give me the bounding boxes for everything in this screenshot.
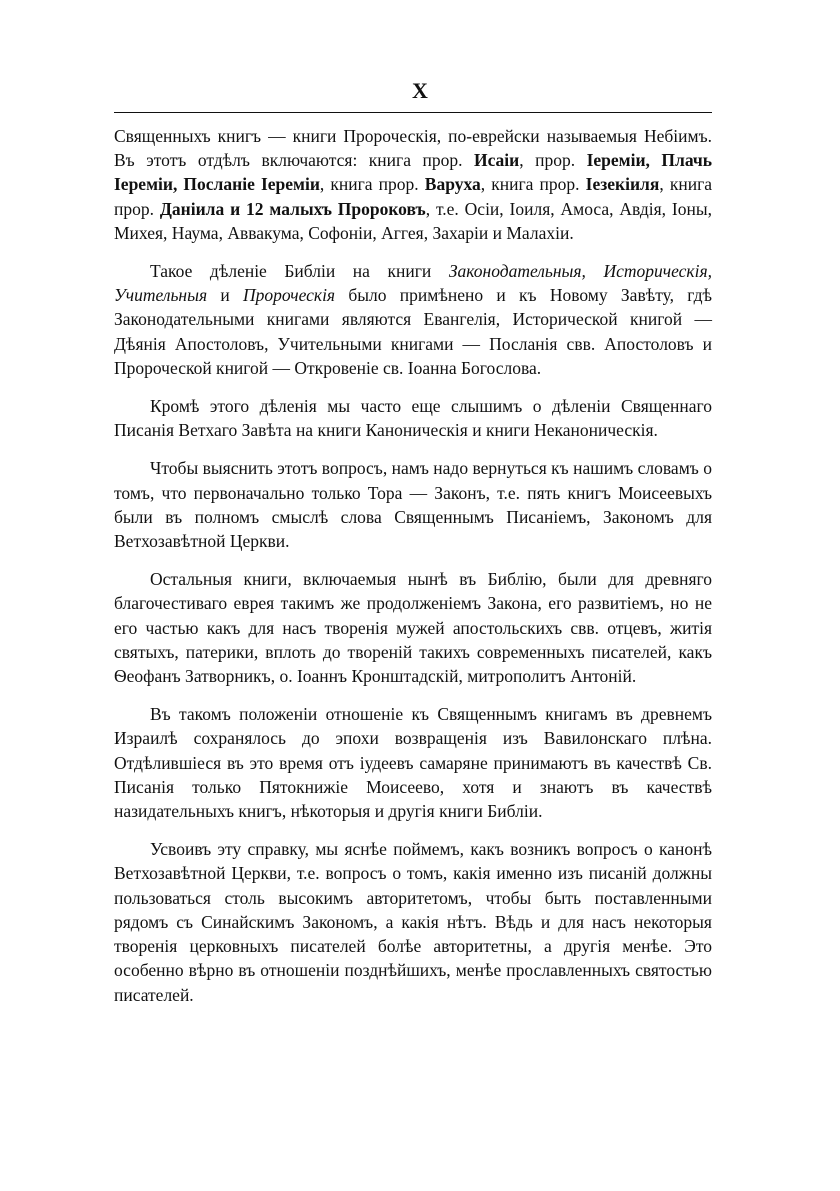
paragraph [114, 456, 712, 553]
text-segment: Остальныя книги, включаемыя нынѣ въ Библію, были для древняго благочестиваго еврея такимъ же продолженіемъ Закона, его развитіемъ, но не его частью какъ для насъ творенія мужей апостольскихъ свв. отцевъ, житія святыхъ, патерики, вплоть до твореній такихъ современныхъ писателей, какъ Ѳеофанъ Затворникъ, о. Іоаннъ Кронштадскій, митрополитъ Антоній. [114, 569, 712, 687]
text-segment: Законодательныя, Историческія, Учительныя [114, 261, 712, 306]
text-segment: Пророческія [243, 285, 336, 306]
text-segment: Чтобы выяснить этотъ вопросъ, намъ надо вернуться къ нашимъ словамъ о томъ, что первоначально только Тора — Законъ, т.е. пять книгъ Моисеевыхъ были въ полномъ смыслѣ слова Священнымъ Писаніемъ, Закономъ для Ветхозавѣтной Церкви. [114, 458, 712, 552]
text-segment: , т.е. Осіи, Іоиля, Амоса, Авдія, Іоны, Михея, Наума, Аввакума, Софоніи, Аггея, Захаріи и Малахіи. [114, 198, 712, 243]
text-segment: , книга прор. [114, 174, 713, 219]
text-segment: , прор. [519, 150, 587, 171]
header-rule [114, 112, 712, 113]
paragraph [114, 394, 712, 442]
text-segment: Кромѣ этого дѣленія мы часто еще слышимъ о дѣленіи Священнаго Писанія Ветхаго Завѣта на книги Каноническія и книги Неканоническія. [114, 396, 712, 441]
text-segment: Даніила и 12 малыхъ Пророковъ [159, 198, 426, 219]
text-segment: , книга прор. [319, 174, 425, 195]
text-segment: Исаіи [473, 150, 520, 171]
text-segment: и [207, 285, 244, 306]
paragraph [114, 567, 712, 688]
text-segment: Священныхъ книгъ — книги Пророческія, по-еврейски называемыя Небіимъ. Въ этотъ отдѣлъ включаются: книга прор. [114, 126, 712, 171]
text-segment: было примѣнено и къ Новому Завѣту, гдѣ Законодательными книгами являются Евангелія, Исторической книгой — Дѣянія Апостоловъ, Учительными книгами — Посланія свв. Апостоловъ и Пророческой книгой — Откровеніе св. Іоанна Богослова. [114, 285, 712, 378]
text-segment: Варуха [424, 174, 481, 195]
text-segment: , книга прор. [480, 174, 586, 195]
paragraph [114, 837, 712, 1006]
paragraph [114, 259, 712, 380]
paragraph [114, 702, 712, 823]
text-segment: Усвоивъ эту справку, мы яснѣе поймемъ, какъ возникъ вопросъ о канонѣ Ветхозавѣтной Церкви, т.е. вопросъ о томъ, какія именно изъ писаній должны пользоваться столь высокимъ авторитетомъ, чтобы быть поставленными рядомъ съ Синайскимъ Закономъ, а какія нѣтъ. Вѣдь и для насъ некоторыя творенія церковныхъ писателей болѣе авторитетны, а другія менѣе. Это особенно вѣрно въ отношеніи позднѣйшихъ, менѣе прославленныхъ святостью писателей. [114, 839, 712, 1005]
page-body [114, 124, 712, 1021]
text-segment: Такое дѣленіе Библіи на книги [150, 261, 449, 282]
text-segment: Іезекіиля [585, 174, 660, 195]
page-number: X [412, 78, 428, 103]
text-segment: Въ такомъ положеніи отношеніе къ Священнымъ книгамъ въ древнемъ Израилѣ сохранялось до эпохи возвращенія изъ Вавилонскаго плѣна. Отдѣлившіеся въ это время отъ іудеевъ самаряне принимаютъ въ качествѣ Св. Писанія только Пятокнижіе Моисеево, хотя и знаютъ въ качествѣ назидательныхъ книгъ, нѣкоторыя и другія книги Библіи. [114, 704, 712, 822]
text-segment: Іереміи, Плачь Іереміи, Посланіе Іереміи [114, 150, 713, 195]
paragraph [114, 124, 712, 245]
